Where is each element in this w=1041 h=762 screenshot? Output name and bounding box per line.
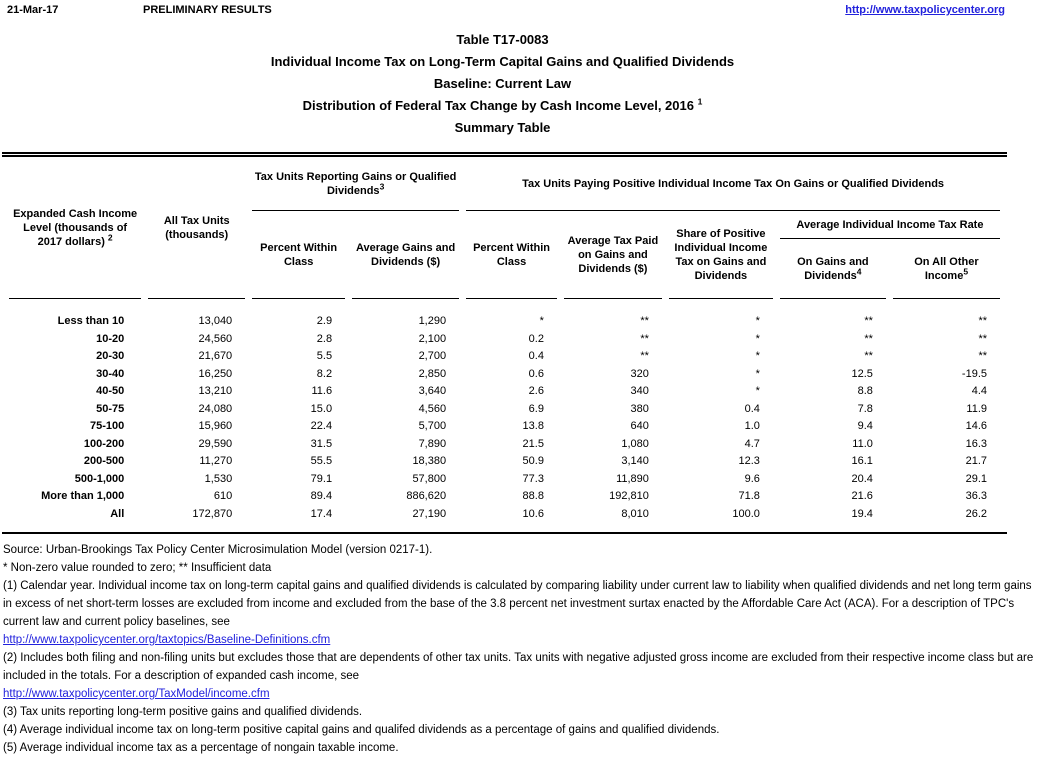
income-level-cell: More than 1,000: [41, 490, 125, 502]
legend-note: * Non-zero value rounded to zero; ** Insufficient data: [3, 562, 272, 574]
value-cell: 21.7: [965, 455, 987, 467]
footnote-3: (3) Tax units reporting long-term positive gains and qualified dividends.: [3, 706, 363, 718]
value-cell: 7,890: [418, 437, 447, 450]
value-cell: *: [755, 315, 760, 327]
date-label: 21-Mar-17: [7, 4, 59, 16]
value-cell: 886,620: [406, 490, 447, 502]
group-header-reporting: Tax Units Reporting Gains or Qualified Dividends$^3$: [252, 157, 459, 211]
value-cell: 24,560: [198, 332, 233, 345]
footnote-ref-3: 3: [379, 180, 385, 191]
value-cell: 31.5: [310, 437, 333, 450]
source-note: Source: Urban-Brookings Tax Policy Center Microsimulation Model (version 0217-1).: [3, 544, 433, 556]
value-cell: 15.0: [310, 402, 333, 415]
value-cell: 29,590: [198, 437, 233, 450]
table-row: [9, 418, 1000, 436]
value-cell: *: [539, 315, 544, 327]
value-cell: **: [864, 332, 873, 345]
table-row: [9, 488, 1000, 506]
value-cell: 50.9: [522, 455, 544, 467]
value-cell: 380: [630, 402, 649, 415]
title-block: [0, 29, 1005, 139]
table-row: [9, 299, 1000, 330]
value-cell: **: [978, 315, 987, 327]
col-header-average-gains-dividends: Average Gains and Dividends ($): [352, 211, 459, 299]
col-header-all-tax-units: All Tax Units (thousands): [148, 157, 245, 299]
value-cell: 21.5: [522, 437, 544, 450]
value-cell: 19.4: [851, 507, 873, 520]
income-level-cell: 20-30: [96, 350, 125, 362]
value-cell: 10.6: [522, 507, 544, 520]
col-header-share-positive: Share of Positive Individual Income Tax on Gains and Dividends: [669, 211, 773, 299]
table-row: [9, 348, 1000, 366]
baseline-definitions-link[interactable]: http://www.taxpolicycenter.org/taxtopics/Baseline-Definitions.cfm: [3, 634, 331, 646]
value-cell: 4,560: [418, 402, 447, 415]
col-header-income-level: Expanded Cash Income Level (thousands of 2017 dollars) $^2$: [9, 157, 141, 299]
value-cell: 77.3: [522, 472, 544, 485]
value-cell: **: [640, 332, 649, 345]
value-cell: **: [640, 350, 649, 362]
value-cell: 16.3: [965, 437, 987, 450]
value-cell: 57,800: [412, 472, 447, 485]
value-cell: 640: [630, 420, 649, 432]
col-header-percent-within-class-paying: Percent Within Class: [466, 211, 557, 299]
value-cell: *: [755, 350, 760, 362]
income-level-cell: 500-1,000: [74, 472, 125, 485]
value-cell: 12.3: [738, 455, 760, 467]
col-header-on-gains-dividends: On Gains and Dividends$^4$: [780, 239, 886, 299]
site-url-link[interactable]: http://www.taxpolicycenter.org: [845, 4, 1005, 16]
table-body: [9, 299, 1000, 523]
value-cell: 16,250: [198, 367, 233, 380]
value-cell: 1,530: [204, 472, 233, 485]
income-level-cell: 10-20: [96, 332, 125, 345]
value-cell: **: [864, 315, 873, 327]
value-cell: -19.5: [961, 367, 987, 380]
value-cell: 0.4: [528, 350, 544, 362]
income-definition-link[interactable]: http://www.taxpolicycenter.org/TaxModel/income.cfm: [3, 688, 270, 700]
value-cell: 13.8: [522, 420, 544, 432]
group-header-paying: Tax Units Paying Positive Individual Income Tax On Gains or Qualified Dividends: [466, 157, 1000, 211]
value-cell: *: [755, 332, 760, 345]
value-cell: 21.6: [851, 490, 873, 502]
footnote-ref-5: 5: [963, 265, 969, 276]
value-cell: 24,080: [198, 402, 233, 415]
value-cell: 3,140: [621, 455, 649, 467]
income-level-cell: All: [110, 507, 125, 520]
income-level-cell: 75-100: [90, 420, 125, 432]
value-cell: 15,960: [198, 420, 233, 432]
footnote-1: (1) Calendar year. Individual income tax on long-term capital gains and qualified dividends is calculated by comparing liability under current law to liability when qualified dividends and net long term gains in excess of net short-term losses are excluded from income and excluded from the base of the 3.8 percent net investment surtax enacted by the Affordable Care Act (ACA). For a description of TPC's current law and current policy baselines, see: [3, 580, 1032, 628]
value-cell: 20.4: [851, 472, 873, 485]
value-cell: 11,890: [616, 472, 649, 485]
value-cell: 16.1: [851, 455, 873, 467]
title-line-2: Individual Income Tax on Long-Term Capital Gains and Qualified Dividends: [270, 54, 735, 69]
col-header-on-all-other-income: On All Other Income$^5$: [893, 239, 1000, 299]
income-level-cell: Less than 10: [57, 315, 125, 327]
footnote-4: (4) Average individual income tax on long-term positive capital gains and qualifed dividends as a percentage of gains and qualified dividends.: [3, 724, 720, 736]
table-row: [9, 470, 1000, 488]
value-cell: 71.8: [738, 490, 760, 502]
footer-notes: [3, 541, 1037, 757]
table-row: [9, 383, 1000, 401]
table-id: Table T17-0083: [456, 32, 549, 47]
value-cell: 12.5: [851, 367, 873, 380]
value-cell: **: [864, 350, 873, 362]
table-row: [9, 505, 1000, 523]
table-row: [9, 400, 1000, 418]
value-cell: 36.3: [965, 490, 987, 502]
data-table: [2, 157, 1007, 523]
subgroup-header-average-rate: Average Individual Income Tax Rate: [780, 211, 1000, 239]
value-cell: 11,270: [199, 455, 233, 467]
value-cell: 29.1: [965, 472, 987, 485]
value-cell: 21,670: [198, 350, 233, 362]
value-cell: *: [755, 367, 760, 380]
value-cell: 5,700: [418, 420, 447, 432]
value-cell: 8.8: [857, 385, 873, 397]
value-cell: 11.0: [852, 437, 873, 450]
table-row: [9, 365, 1000, 383]
value-cell: 9.4: [857, 420, 873, 432]
preliminary-results-label: PRELIMINARY RESULTS: [143, 4, 272, 16]
value-cell: 2,700: [418, 350, 447, 362]
col-header-percent-within-class-reporting: Percent Within Class: [252, 211, 345, 299]
value-cell: 11.6: [311, 385, 333, 397]
value-cell: 8,010: [621, 507, 649, 520]
value-cell: 8.2: [316, 367, 333, 380]
value-cell: 55.5: [310, 455, 333, 467]
value-cell: 26.2: [965, 507, 987, 520]
value-cell: 0.2: [528, 332, 544, 345]
income-level-cell: 100-200: [83, 437, 125, 450]
value-cell: 18,380: [412, 455, 447, 467]
value-cell: 0.4: [744, 402, 760, 415]
income-level-cell: 50-75: [96, 402, 125, 415]
col-header-average-tax-paid: Average Tax Paid on Gains and Dividends ($): [564, 211, 662, 299]
value-cell: 27,190: [412, 507, 447, 520]
value-cell: **: [978, 332, 987, 345]
value-cell: 22.4: [310, 420, 333, 432]
footnote-ref-1: 1: [697, 96, 703, 107]
table-row: [9, 330, 1000, 348]
value-cell: 2.9: [316, 315, 333, 327]
value-cell: 6.9: [528, 402, 544, 415]
value-cell: 610: [213, 490, 233, 502]
income-level-cell: 40-50: [96, 385, 125, 397]
value-cell: 13,210: [198, 385, 233, 397]
value-cell: 17.4: [310, 507, 333, 520]
value-cell: 172,870: [192, 507, 233, 520]
value-cell: 79.1: [310, 472, 333, 485]
income-level-cell: 200-500: [83, 455, 125, 467]
value-cell: 320: [630, 367, 649, 380]
value-cell: 1.0: [744, 420, 760, 432]
value-cell: 14.6: [965, 420, 987, 432]
value-cell: 340: [630, 385, 649, 397]
value-cell: 4.4: [971, 385, 987, 397]
value-cell: 100.0: [732, 507, 760, 520]
footnote-ref-4: 4: [856, 265, 862, 276]
title-line-5: Summary Table: [454, 120, 551, 135]
footnote-ref-2: 2: [107, 231, 113, 242]
value-cell: 89.4: [310, 490, 333, 502]
value-cell: 4.7: [744, 437, 760, 450]
value-cell: 3,640: [418, 385, 447, 397]
value-cell: 1,080: [621, 437, 649, 450]
value-cell: 7.8: [857, 402, 873, 415]
value-cell: 2.8: [316, 332, 333, 345]
value-cell: 192,810: [609, 490, 649, 502]
title-line-4: Distribution of Federal Tax Change by Cash Income Level, 2016 $^1$: [302, 96, 703, 113]
value-cell: 11.9: [966, 402, 987, 415]
value-cell: 9.6: [744, 472, 760, 485]
value-cell: 1,290: [418, 315, 447, 327]
value-cell: **: [640, 315, 649, 327]
value-cell: **: [978, 350, 987, 362]
value-cell: 88.8: [522, 490, 544, 502]
footnote-5: (5) Average individual income tax as a percentage of nongain taxable income.: [3, 742, 399, 754]
value-cell: 2.6: [528, 385, 544, 397]
title-line-3: Baseline: Current Law: [433, 76, 572, 91]
value-cell: 2,100: [418, 332, 447, 345]
value-cell: *: [755, 385, 760, 397]
value-cell: 13,040: [198, 315, 233, 327]
value-cell: 2,850: [418, 367, 447, 380]
table-block: [2, 152, 1007, 534]
table-row: [9, 453, 1000, 471]
value-cell: 5.5: [316, 350, 333, 362]
income-level-cell: 30-40: [96, 367, 125, 380]
table-row: [9, 435, 1000, 453]
value-cell: 0.6: [528, 367, 544, 380]
footnote-2: (2) Includes both filing and non-filing units but excludes those that are dependents of other tax units. Tax units with negative adjusted gross income are excluded from their respective income class but are included in the totals. For a description of expanded cash income, see: [3, 652, 1034, 682]
